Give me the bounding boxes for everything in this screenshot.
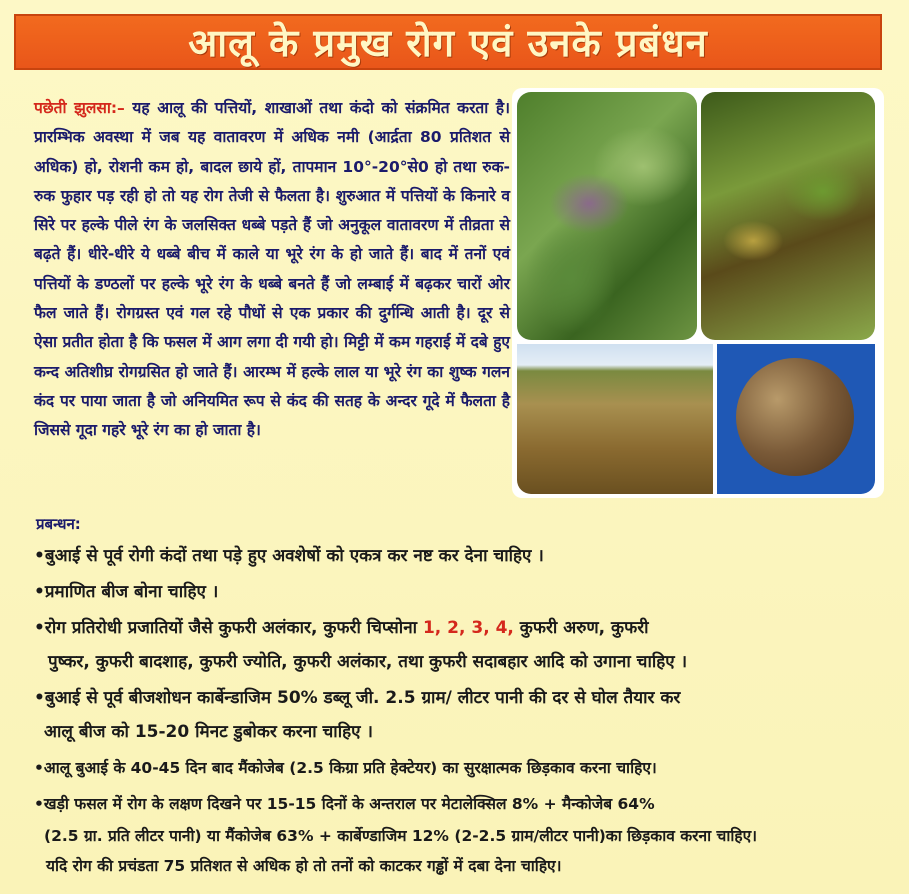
para-line: हो जाता है। <box>195 421 261 440</box>
blighted-field-photo <box>517 344 713 494</box>
list-item: •खड़ी फसल में रोग के लक्षण दिखने पर 15-15 दिनों के अन्तराल पर मेटालेक्सिल 8% + मैन्कोजेब 64% <box>34 795 655 813</box>
para-line: हुए कन्द अतिशीघ्र रोगग्रसित हो जाते हैं। आरम्भ में हल्के लाल या <box>34 333 511 381</box>
chipsona-numbers: 1, 2, 3, 4, <box>422 618 514 638</box>
para-line: कंद की सतह के अन्दर गूदे में फैलता है जिससे गूदा गहरे भूरे रंग का <box>34 391 510 440</box>
para-line: भूरे रंग का शुष्क गलन कंद पर पाया जाता है जो अनियमित रूप से <box>34 362 510 410</box>
para-line: गल रहे पौधों से एक प्रकार की दुर्गन्धि आती है। दूर से ऐसा प्रतीत <box>34 304 510 352</box>
list-item-continuation: यदि रोग की प्रचंडता 75 प्रतिशत से अधिक हो तो तनों को काटकर गड्ढों में दबा देना चाहिए। <box>46 857 562 875</box>
infected-plants-photo <box>701 92 875 340</box>
list-item: •बुआई से पूर्व रोगी कंदों तथा पड़े हुए अवशेषों को एकत्र कर नष्ट कर देना चाहिए । <box>34 546 544 566</box>
list-item-continuation: पुष्कर, कुफरी बादशाह, कुफरी ज्योति, कुफरी अलंकार, तथा कुफरी सदाबहार आदि को उगाना चाहिए । <box>48 652 688 672</box>
list-item: •प्रमाणित बीज बोना चाहिए । <box>34 582 219 602</box>
para-line: नमी (आर्द्रता 80 प्रतिशत से अधिक) हो, रोशनी कम हो, बादल छाये <box>34 128 510 176</box>
list-item-continuation: (2.5 ग्रा. प्रति लीटर पानी) या मैंकोजेब 63% + कार्बेण्डाजिम 12% (2-2.5 ग्राम/लीटर पानी)का छिड़काव करना चाहिए। <box>44 827 758 845</box>
list-item <box>34 614 649 643</box>
list-item: •बुआई से पूर्व बीजशोधन कार्बेन्डाजिम 50% डब्लू जी. 2.5 ग्राम/ लीटर पानी की दर से घोल तैयार कर <box>34 688 681 708</box>
list-item: •आलू बुआई के 40-45 दिन बाद मैंकोजेब (2.5 किग्रा प्रति हेक्टेयर) का सुरक्षात्मक छिड़काव करना चाहिए। <box>34 759 657 777</box>
para-line: तीव्रता से बढ़ते हैं। धीरे-धीरे ये धब्बे बीच में काले या भूरे रंग के हो <box>34 216 510 264</box>
para-line: हों, तापमान 10°-20°से0 हो तथा रुक-रुक फुहार पड़ रही हो तो <box>34 157 510 205</box>
title-banner <box>14 14 882 70</box>
para-line: यह रोग तेजी से फैलता है। शुरुआत में पत्तियों के किनारे व सिरे पर <box>34 186 510 235</box>
variety-text: •रोग प्रतिरोधी प्रजातियों जैसे कुफरी अलंकार, कुफरी चिप्सोना <box>34 618 423 638</box>
variety-text: कुफरी अरुण, कुफरी <box>513 618 649 638</box>
late-blight-heading: पछेती झुलसा:– <box>34 99 125 117</box>
para-line: हल्के पीले रंग के जलसिक्त धब्बे पड़ते हैं जो अनुकूल वातावरण में <box>81 216 454 235</box>
para-line: होता है कि फसल में आग लगा दी गयी हो। मिट्टी में कम गहराई में दबे <box>98 333 488 352</box>
page-title: आलू के प्रमुख रोग एवं उनके प्रबंधन <box>188 21 708 65</box>
para-line: यह आलू की पत्तियों, शाखाओं तथा कंदो को <box>132 99 398 117</box>
management-label: प्रबन्धन: <box>36 515 81 533</box>
para-line: संक्रमित करता है। प्रारम्भिक अवस्था में जब यह वातावरण में अधिक <box>34 99 510 147</box>
list-item-continuation: आलू बीज को 15-20 मिनट डुबोकर करना चाहिए । <box>44 722 373 742</box>
para-line: जाते हैं। बाद में तनों एवं पत्तियों के डण्ठलों पर हल्के भूरे रंग के धब्बे <box>34 245 510 293</box>
rotten-tuber-image <box>736 358 854 476</box>
para-line: बनते हैं जो लम्बाई में बढ़कर चारों ओर फैल जाते हैं। रोगग्रस्त एवं <box>34 274 511 323</box>
late-blight-description <box>34 94 510 446</box>
infected-leaf-photo <box>517 92 697 340</box>
